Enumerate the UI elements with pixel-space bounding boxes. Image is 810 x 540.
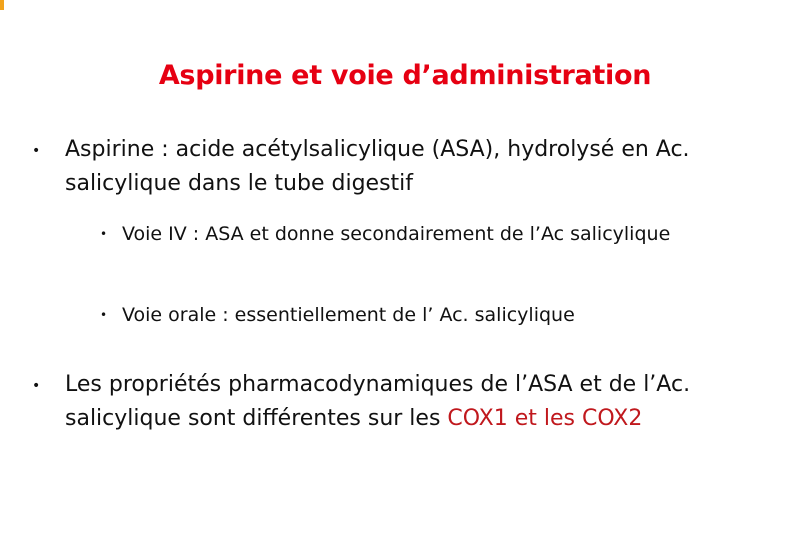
sub-bullet-voie-orale <box>100 299 762 332</box>
bullet-proprietes <box>32 368 785 436</box>
bullet-text: Voie IV : ASA et donne secondairement de l’Ac salicylique <box>122 223 671 245</box>
bullet-icon: • <box>100 308 108 322</box>
bullet-highlight-cox: COX1 et les COX2 <box>447 406 643 431</box>
slide-title: Aspirine et voie d’administration <box>158 60 652 91</box>
bullet-icon: • <box>100 227 108 241</box>
bullet-text: Aspirine : acide acétylsalicylique (ASA), hydrolysé en Ac. salicylique dans le tube digestif <box>65 137 690 196</box>
sub-bullet-voie-iv <box>100 218 762 251</box>
bullet-aspirine <box>32 133 785 201</box>
corner-accent-mark <box>0 0 4 10</box>
bullet-icon: • <box>32 143 41 159</box>
bullet-text: Voie orale : essentiellement de l’ Ac. salicylique <box>122 304 575 326</box>
bullet-icon: • <box>32 378 41 394</box>
bullet-text: Les propriétés pharmacodynamiques de l’ASA et de l’Ac. salicylique sont différentes sur les <box>65 372 691 431</box>
